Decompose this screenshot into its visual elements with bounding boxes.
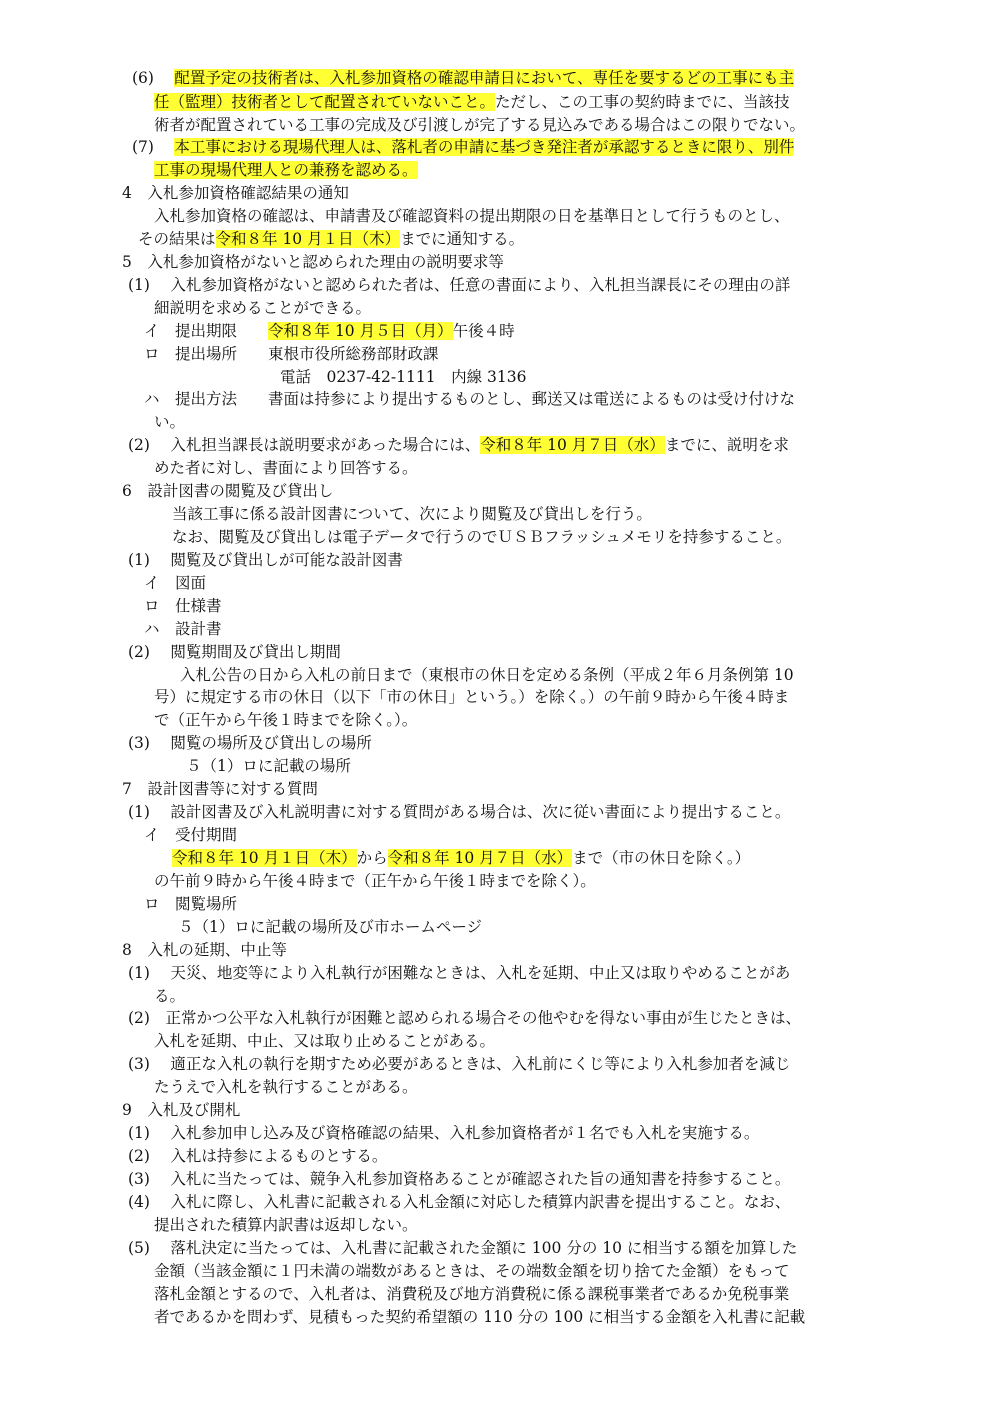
text-line — [144, 572, 206, 594]
text-segment: までに、説明を求 — [664, 436, 789, 454]
text-line — [144, 893, 237, 915]
text-line — [154, 297, 371, 319]
highlighted-text: 任（監理）技術者として配置されていないこと。 — [154, 93, 496, 111]
text-line — [128, 962, 790, 984]
text-line — [128, 274, 790, 296]
text-segment: (1) 天災、地変等により入札執行が困難なときは、入札を延期、中止又は取りやめることがあ — [128, 964, 791, 982]
text-segment: 落札金額とするので、入札者は、消費税及び地方消費税に係る課税事業者であるか免税事業 — [154, 1285, 790, 1303]
text-segment: (2) 入札担当課長は説明要求があった場合には、 — [128, 436, 481, 454]
text-segment: 入札参加資格の確認は、申請書及び確認資料の提出期限の日を基準日として行うものとし、 — [154, 207, 790, 225]
text-segment: その結果は — [138, 230, 216, 248]
text-segment: 金額（当該金額に１円未満の端数があるときは、その端数金額を切り捨てた金額）をもって — [154, 1262, 790, 1280]
highlighted-text: 本工事における現場代理人は、落札者の申請に基づき発注者が承認するときに限り、別件 — [174, 138, 795, 156]
text-line — [154, 1214, 418, 1236]
text-line — [144, 343, 439, 365]
text-segment: 細説明を求めることができる。 — [154, 299, 372, 317]
text-line — [172, 503, 652, 525]
text-line — [154, 114, 805, 136]
text-segment: から — [356, 849, 388, 867]
text-line — [138, 228, 524, 250]
text-segment: 4 入札参加資格確認結果の通知 — [122, 184, 349, 202]
text-line — [154, 1030, 495, 1052]
text-line — [122, 939, 287, 961]
text-line — [154, 1260, 790, 1282]
text-segment: ５（1）ロに記載の場所 — [186, 757, 351, 775]
highlighted-text: 令和８年 10 月５日（月） — [268, 322, 453, 340]
text-line — [128, 1145, 387, 1167]
text-segment: なお、閲覧及び貸出しは電子データで行うのでＵＳＢフラッシュメモリを持参すること。 — [172, 528, 792, 546]
text-line — [154, 686, 789, 708]
text-segment: 9 入札及び開札 — [122, 1101, 241, 1119]
text-segment: 者であるかを問わず、見積もった契約希望額の 110 分の 100 に相当する金額を入札書に記載 — [154, 1308, 806, 1326]
text-line — [154, 985, 185, 1007]
text-segment: 入札を延期、中止、又は取り止めることがある。 — [154, 1032, 496, 1050]
text-line — [128, 641, 341, 663]
text-line — [122, 251, 504, 273]
text-segment: (2) 正常かつ公平な入札執行が困難と認められる場合その他やむを得ない事由が生じたときは、 — [128, 1009, 801, 1027]
text-segment: (3) 入札に当たっては、競争入札参加資格あることが確認された旨の通知書を持参すること。 — [128, 1170, 791, 1188]
text-segment: イ 提出期限 — [144, 322, 269, 340]
text-segment: 提出された積算内訳書は返却しない。 — [154, 1216, 418, 1234]
text-segment: い。 — [154, 413, 186, 431]
text-line — [122, 1099, 240, 1121]
text-line — [144, 618, 222, 640]
text-segment: ハ 設計書 — [144, 620, 222, 638]
text-segment: 午後４時 — [452, 322, 515, 340]
text-segment: イ 図面 — [144, 574, 207, 592]
text-segment: る。 — [154, 987, 186, 1005]
text-line — [154, 91, 790, 113]
text-segment: の午前９時から午後４時まで（正午から午後１時までを除く）。 — [154, 872, 596, 890]
text-segment: (3) 適正な入札の執行を期すため必要があるときは、入札前にくじ等により入札参加者を減じ — [128, 1055, 791, 1073]
text-segment: (7) — [132, 138, 175, 156]
text-segment: まで（市の休日を除く。） — [572, 849, 751, 867]
text-segment: (1) 閲覧及び貸出しが可能な設計図書 — [128, 551, 403, 569]
text-segment: 入札公告の日から入札の前日まで（東根市の休日を定める条例（平成２年６月条例第 10 — [180, 666, 794, 684]
text-line — [128, 1191, 790, 1213]
text-line — [144, 388, 795, 410]
text-segment: ハ 提出方法 書面は持参により提出するものとし、郵送又は電送によるものは受け付けな — [144, 390, 796, 408]
text-line — [132, 67, 794, 89]
text-line — [144, 595, 222, 617]
highlighted-text: 令和８年 10 月１日（木） — [172, 849, 357, 867]
text-segment: (1) 入札参加資格がないと認められた者は、任意の書面により、入札担当課長にその理由の詳 — [128, 276, 791, 294]
text-line — [128, 1053, 790, 1075]
text-line — [128, 549, 403, 571]
text-line — [280, 366, 526, 388]
text-line — [128, 732, 372, 754]
text-segment: 5 入札参加資格がないと認められた理由の説明要求等 — [122, 253, 504, 271]
text-segment: (6) — [132, 69, 175, 87]
text-segment: ロ 閲覧場所 — [144, 895, 238, 913]
text-line — [172, 847, 750, 869]
highlighted-text: 令和８年 10 月７日（水） — [480, 436, 665, 454]
text-line — [128, 1122, 759, 1144]
text-segment: ロ 仕様書 — [144, 597, 222, 615]
text-segment: (4) 入札に際し、入札書に記載される入札金額に対応した積算内訳書を提出すること。なお、 — [128, 1193, 791, 1211]
text-line — [128, 1237, 797, 1259]
highlighted-text: 工事の現場代理人との兼務を認める。 — [154, 161, 418, 179]
text-line — [154, 457, 418, 479]
text-segment: 術者が配置されている工事の完成及び引渡しが完了する見込みである場合はこの限りでない。 — [154, 116, 806, 134]
text-segment: で（正午から午後１時までを除く。）。 — [154, 711, 418, 729]
text-line — [178, 916, 482, 938]
text-line — [154, 159, 418, 181]
text-line — [186, 755, 351, 777]
text-segment: イ 受付期間 — [144, 826, 238, 844]
text-segment: (5) 落札決定に当たっては、入札書に記載された金額に 100 分の 10 に相当する額を加算した — [128, 1239, 798, 1257]
text-line — [154, 870, 596, 892]
text-segment: めた者に対し、書面により回答する。 — [154, 459, 418, 477]
text-line — [122, 778, 318, 800]
text-line — [144, 320, 515, 342]
text-line — [154, 411, 185, 433]
text-line — [128, 434, 789, 456]
text-line — [180, 664, 794, 686]
text-line — [128, 1168, 790, 1190]
text-line — [128, 801, 790, 823]
text-segment: (1) 入札参加申し込み及び資格確認の結果、入札参加資格者が１名でも入札を実施する。 — [128, 1124, 760, 1142]
highlighted-text: 令和８年 10 月１日（木） — [215, 230, 401, 248]
text-segment: 7 設計図書等に対する質問 — [122, 780, 318, 798]
text-line — [154, 1076, 418, 1098]
text-line — [172, 526, 791, 548]
text-segment: たうえで入札を執行することがある。 — [154, 1078, 418, 1096]
text-line — [122, 480, 333, 502]
text-segment: ５（1）ロに記載の場所及び市ホームページ — [178, 918, 483, 936]
text-segment: ただし、この工事の契約時までに、当該技 — [495, 93, 790, 111]
text-segment: (3) 閲覧の場所及び貸出しの場所 — [128, 734, 372, 752]
text-segment: 号）に規定する市の休日（以下「市の休日」という。）を除く。）の午前９時から午後４時ま — [154, 688, 790, 706]
text-segment: 8 入札の延期、中止等 — [122, 941, 287, 959]
highlighted-text: 令和８年 10 月７日（水） — [387, 849, 573, 867]
text-segment: (1) 設計図書及び入札説明書に対する質問がある場合は、次に従い書面により提出すること。 — [128, 803, 791, 821]
text-line — [154, 709, 417, 731]
text-segment: までに通知する。 — [400, 230, 525, 248]
text-line — [122, 182, 349, 204]
text-segment: (2) 入札は持参によるものとする。 — [128, 1147, 388, 1165]
text-segment: ロ 提出場所 東根市役所総務部財政課 — [144, 345, 439, 363]
text-line — [128, 1007, 801, 1029]
text-line — [154, 1283, 789, 1305]
text-segment: 当該工事に係る設計図書について、次により閲覧及び貸出しを行う。 — [172, 505, 652, 523]
text-line — [154, 205, 790, 227]
text-line — [144, 824, 237, 846]
text-line — [132, 136, 794, 158]
text-segment: 電話 0237-42-1111 内線 3136 — [280, 368, 527, 386]
text-line — [154, 1306, 805, 1328]
text-segment: (2) 閲覧期間及び貸出し期間 — [128, 643, 341, 661]
highlighted-text: 配置予定の技術者は、入札参加資格の確認申請日において、専任を要するどの工事にも主 — [174, 69, 795, 87]
text-segment: 6 設計図書の閲覧及び貸出し — [122, 482, 334, 500]
